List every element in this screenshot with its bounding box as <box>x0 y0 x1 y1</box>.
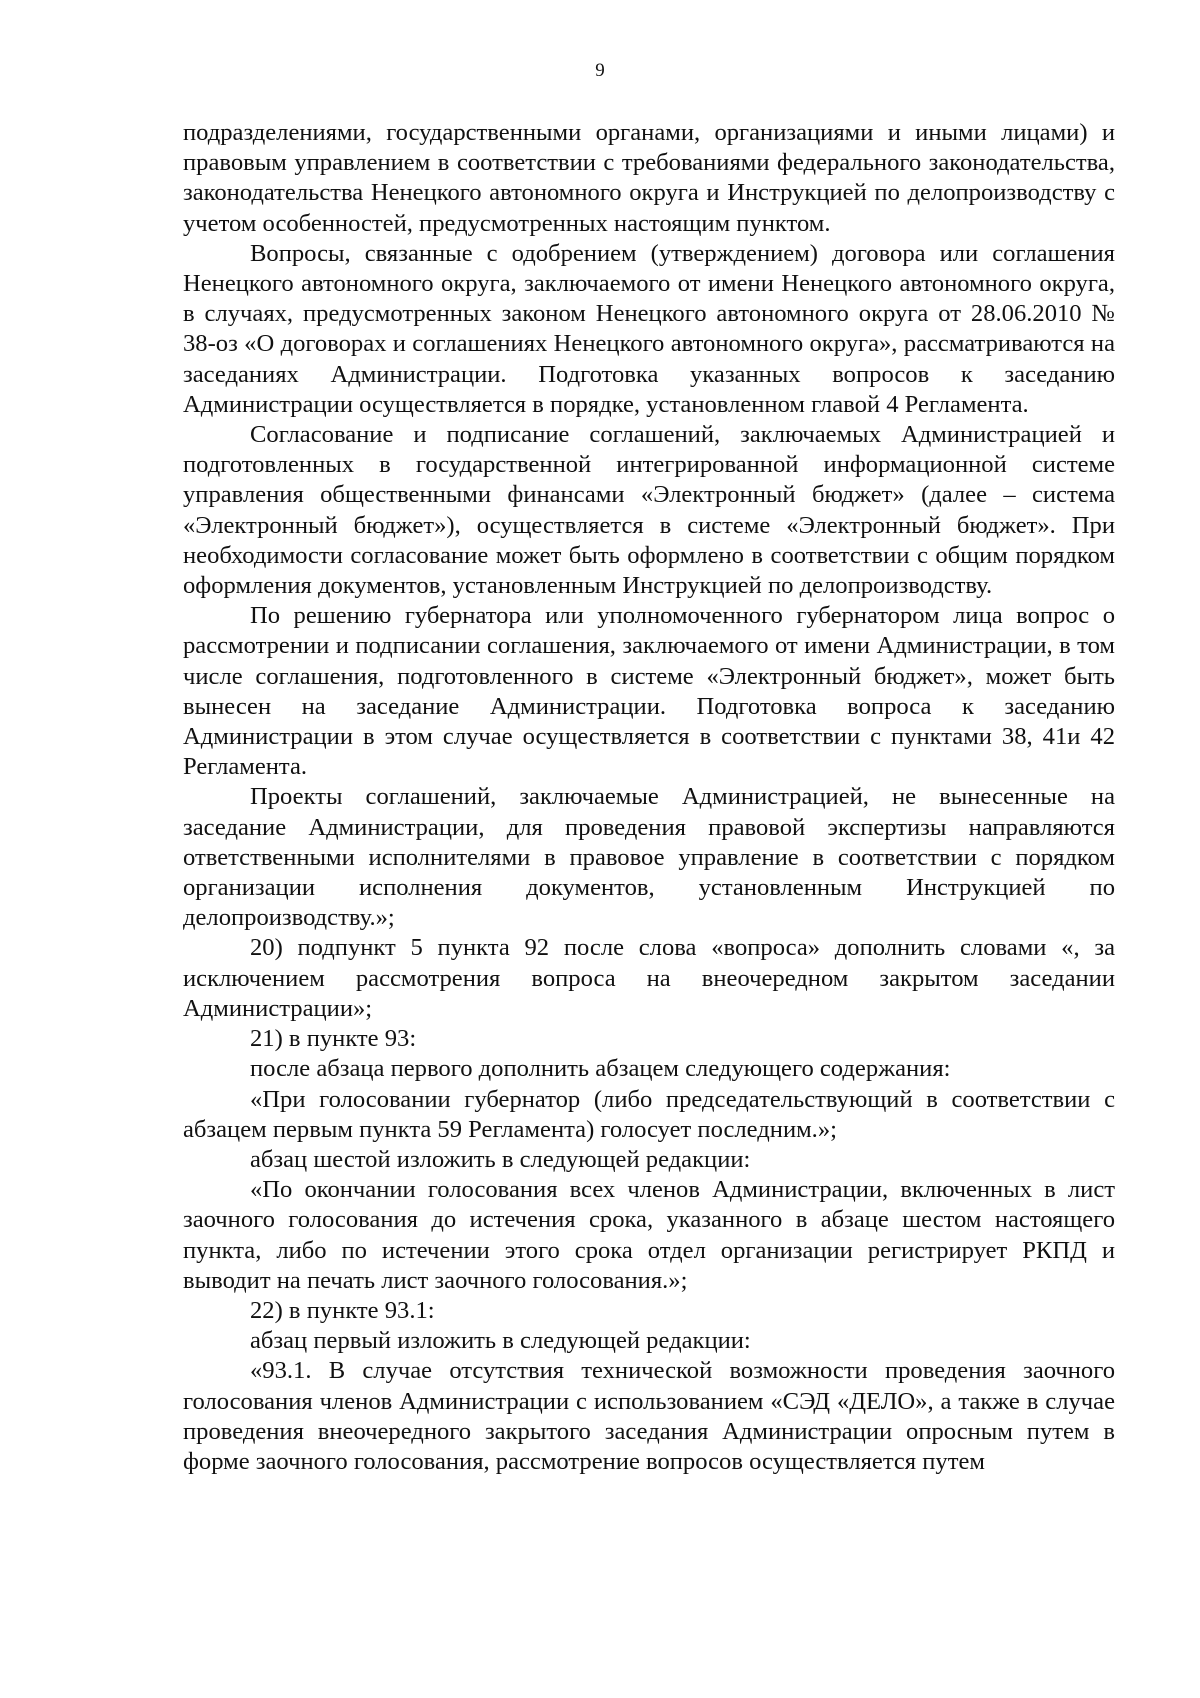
paragraph-draft-agreements: Проекты соглашений, заключаемые Администрацией, не вынесенные на заседание Администрации, для проведения правовой экспертизы направляются ответственными исполнителями в правовое управление в соответствии с порядком организации исполнения документов, установленным Инструкцией по делопроизводству.»; <box>183 783 1115 932</box>
paragraph-sixth-abzac: абзац шестой изложить в следующей редакции: <box>250 1145 751 1173</box>
paragraph-item-22: 22) в пункте 93.1: <box>250 1296 435 1324</box>
paragraph-item-21: 21) в пункте 93: <box>250 1025 417 1053</box>
paragraph-electronic-budget: Согласование и подписание соглашений, заключаемых Администрацией и подготовленных в государственной интегрированной информационной системе управления общественными финансами «Электронный бюджет» (далее – система «Электронный бюджет»), осуществляется в системе «Электронный бюджет». При необходимости согласование может быть оформлено в соответствии с общим порядком оформления документов, установленным Инструкцией по делопроизводству. <box>183 421 1115 600</box>
paragraph-continuation: подразделениями, государственными органами, организациями и иными лицами) и правовым управлением в соответствии с требованиями федерального законодательства, законодательства Ненецкого автономного округа и Инструкцией по делопроизводству с учетом особенностей, предусмотренных настоящим пунктом. <box>183 119 1115 237</box>
paragraph-93-1: «93.1. В случае отсутствия технической возможности проведения заочного голосования членов Администрации с использованием «СЭД «ДЕЛО», а также в случае проведения внеочередного закрытого заседания Администрации опросным путем в форме заочного голосования, рассмотрение вопросов осуществляется путем <box>183 1357 1115 1475</box>
paragraph-approval-agreements: Вопросы, связанные с одобрением (утверждением) договора или соглашения Ненецкого автономного округа, заключаемого от имени Ненецкого автономного округа, в случаях, предусмотренных законом Ненецкого автономного округа от 28.06.2010 № 38-оз «О договорах и соглашениях Ненецкого автономного округа», рассматриваются на заседаниях Администрации. Подготовка указанных вопросов к заседанию Администрации осуществляется в порядке, установленном главой 4 Регламента. <box>183 239 1115 418</box>
document-body <box>183 118 1115 1477</box>
page-number: 9 <box>595 60 605 81</box>
paragraph-first-abzac: абзац первый изложить в следующей редакции: <box>250 1327 751 1355</box>
paragraph-voting-end: «По окончании голосования всех членов Администрации, включенных в лист заочного голосования до истечения срока, указанного в абзаце шестом настоящего пункта, либо по истечении этого срока отдел организации регистрирует РКПД и выводит на печать лист заочного голосования.»; <box>183 1176 1115 1294</box>
paragraph-voting-governor: «При голосовании губернатор (либо председательствующий в соответствии с абзацем первым пункта 59 Регламента) голосует последним.»; <box>183 1085 1115 1143</box>
paragraph-item-20: 20) подпункт 5 пункта 92 после слова «вопроса» дополнить словами «, за исключением рассмотрения вопроса на внеочередном закрытом заседании Администрации»; <box>183 934 1115 1022</box>
paragraph-governor-decision: По решению губернатора или уполномоченного губернатором лица вопрос о рассмотрении и подписании соглашения, заключаемого от имени Администрации, в том числе соглашения, подготовленного в системе «Электронный бюджет», может быть вынесен на заседание Администрации. Подготовка вопроса к заседанию Администрации в этом случае осуществляется в соответствии с пунктами 38, 41и 42 Регламента. <box>183 602 1115 781</box>
paragraph-after-first: после абзаца первого дополнить абзацем следующего содержания: <box>250 1055 951 1083</box>
